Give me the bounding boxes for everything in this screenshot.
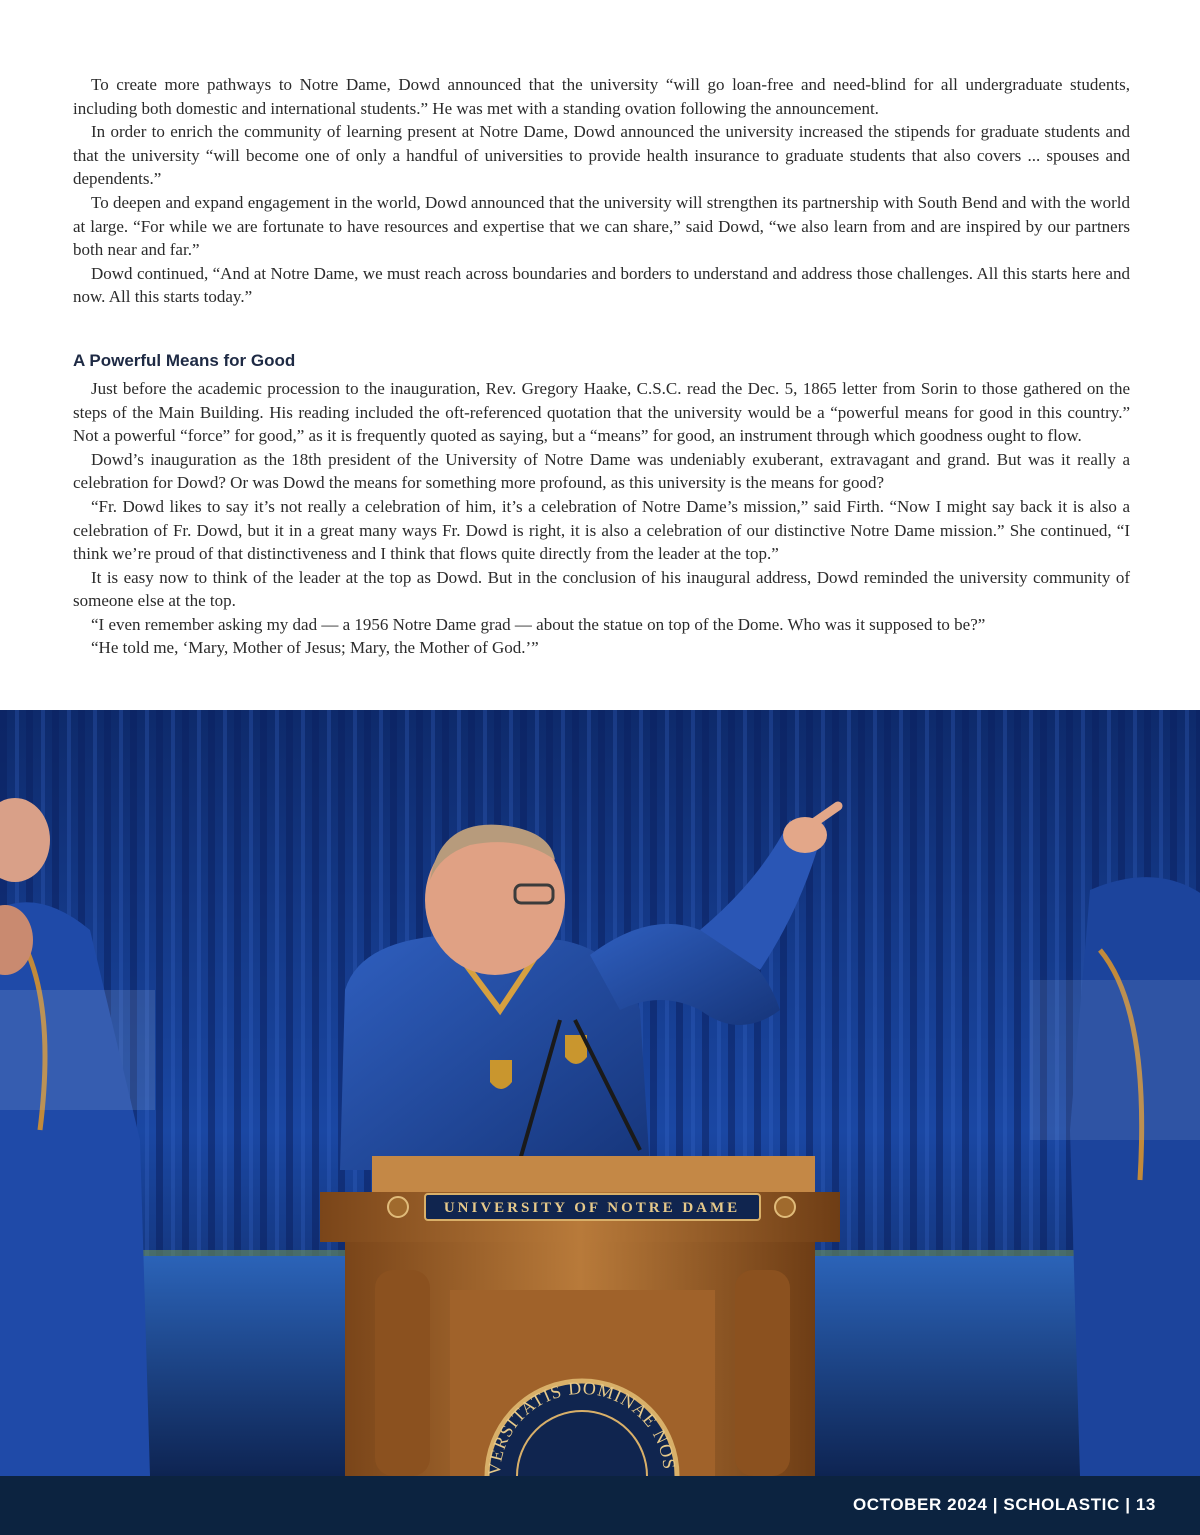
photo-illustration <box>0 710 1200 1476</box>
paragraph: Just before the academic procession to the inauguration, Rev. Gregory Haake, C.S.C. read the Dec. 5, 1865 letter from Sorin to those gathered on the steps of the Main Building. His reading included the oft-referenced quotation that the university would be a “powerful means for good in this country.” Not a powerful “force” for good,” as it is frequently quoted as saying, but a “means” for good, an instrument through which goodness ought to flow. <box>73 378 1130 446</box>
page-footer <box>0 1476 1200 1535</box>
paragraph: It is easy now to think of the leader at the top as Dowd. But in the conclusion of his inaugural address, Dowd reminded the university community of someone else at the top. <box>73 567 1130 611</box>
podium-label: UNIVERSITY OF NOTRE DAME <box>443 1200 741 1216</box>
paragraph: “He told me, ‘Mary, Mother of Jesus; Mary, the Mother of God.’” <box>91 638 539 658</box>
paragraph: Dowd’s inauguration as the 18th president of the University of Notre Dame was undeniably exuberant, extravagant and grand. But was it really a celebration for Dowd? Or was Dowd the means for something more profound, as this university is the means for good? <box>73 449 1130 493</box>
paragraph: Dowd continued, “And at Notre Dame, we must reach across boundaries and borders to understand and address those challenges. All this starts here and now. All this starts today.” <box>73 263 1130 307</box>
seal-text: VERSITATIS DOMINAE NOS <box>483 1377 680 1476</box>
section-heading: A Powerful Means for Good <box>73 350 296 370</box>
footer-issue-label: OCTOBER 2024 | SCHOLASTIC | 13 <box>852 1495 1156 1514</box>
paragraph: To deepen and expand engagement in the world, Dowd announced that the university will strengthen its partnership with South Bend and with the world at large. “For while we are fortunate to have resources and expertise that we can share,” said Dowd, “we also learn from and are inspired by our partners both near and far.” <box>73 192 1130 260</box>
paragraph: To create more pathways to Notre Dame, Dowd announced that the university “will go loan-free and need-blind for all undergraduate students, including both domestic and international students.” He was met with a standing ovation following the announcement. <box>73 75 1130 118</box>
paragraph: “I even remember asking my dad — a 1956 Notre Dame grad — about the statue on top of the Dome. Who was it supposed to be?” <box>91 614 986 634</box>
inauguration-photo <box>0 710 1200 1476</box>
podium <box>320 1156 840 1476</box>
paragraph: In order to enrich the community of learning present at Notre Dame, Dowd announced the university increased the stipends for graduate students and that the university “will become one of only a handful of universities to provide health insurance to graduate students that also covers ... spouses and dependents.” <box>73 122 1130 189</box>
paragraph: “Fr. Dowd likes to say it’s not really a celebration of him, it’s a celebration of Notre Dame’s mission,” said Firth. “Now I might say back it is also a celebration of Fr. Dowd, but it in a great many ways Fr. Dowd is right, it is also a celebration of our distinctive Notre Dame mission.” She continued, “I think we’re proud of that distinctiveness and I think that flows quite directly from the leader at the top.” <box>73 496 1130 564</box>
article-body <box>73 73 1130 660</box>
